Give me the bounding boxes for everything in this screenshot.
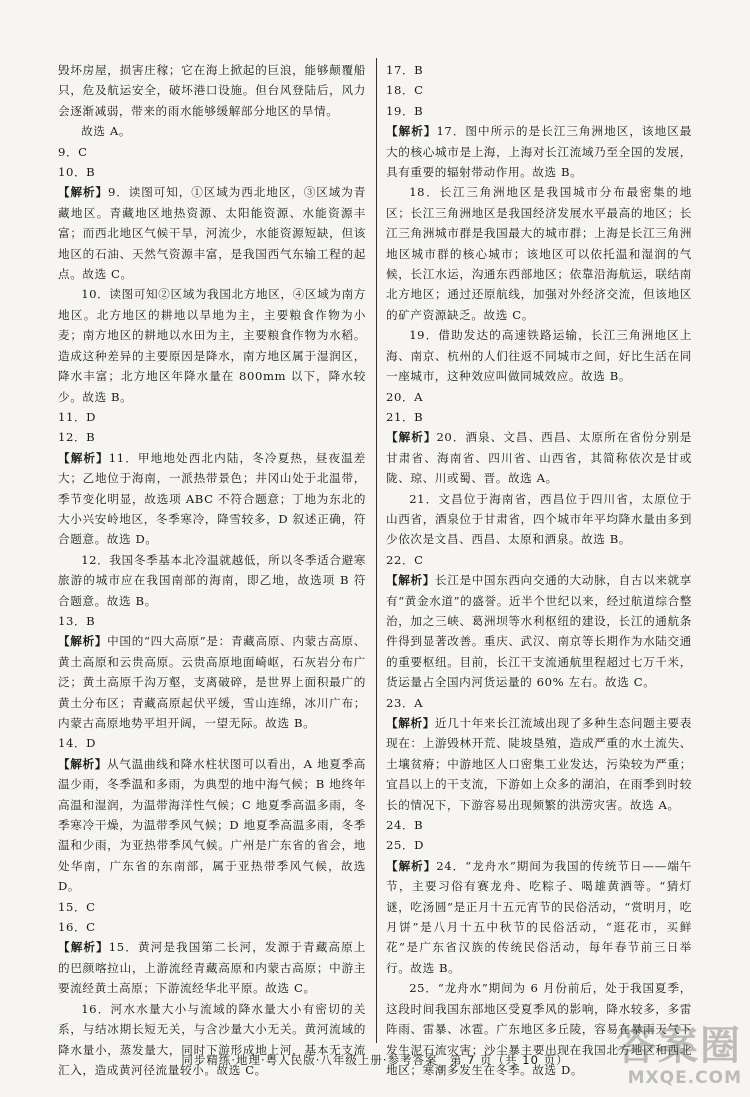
text-line [58,631,366,733]
text-line [386,407,692,427]
text-line [58,60,366,121]
answer-line [386,550,692,570]
analysis-block [58,448,366,550]
text-line [58,448,366,550]
text-content: 毁坏房屋，损害庄稼；它在海上掀起的巨浪，能够颠覆船只，危及航运安全，破坏港口设施。但台风登陆后，风力会逐渐减弱，带来的雨水能够缓解部分地区的旱情。 [58,63,366,118]
answer-line [386,407,692,427]
answer-line [58,897,366,917]
text-content: 21．B [386,409,424,424]
text-paragraph [386,182,692,325]
text-line [386,427,692,488]
text-line [386,325,692,386]
text-line [386,387,692,407]
text-line [386,570,692,692]
text-line [58,427,366,447]
text-paragraph [386,325,692,386]
answer-line [386,835,692,855]
text-content: 13．B [58,613,96,628]
text-paragraph [58,60,366,121]
answer-line [386,387,692,407]
text-content: 19．B [386,103,424,118]
text-paragraph [58,550,366,611]
analysis-block [58,754,366,897]
text-content: 14．D [58,736,97,751]
answer-line [58,917,366,937]
text-line [386,835,692,855]
text-content: 16．C [58,920,96,935]
answer-line [58,142,366,162]
analysis-block [58,182,366,284]
text-content: 25．D [386,838,425,853]
analysis-tag: 【解析】 [386,858,437,873]
text-line [386,101,692,121]
column-divider [376,58,377,1043]
analysis-block [386,121,692,182]
text-line [58,121,366,141]
analysis-block [386,427,692,488]
analysis-tag: 【解析】 [58,756,108,771]
text-content: 25．“龙舟水”期间为 6 月份前后，处于我国夏季，这段时间我国东部地区受夏季风的影响，降水较多，多雷阵雨、雷暴、冰雹。广东地区多丘陵，容易在暴雨天气下发生泥石流灾害；沙尘暴主要出现在我国北方地区和西北地区；寒潮多发生在冬季。故选 D。 [386,981,692,1077]
text-content: 中国的“四大高原”是：青藏高原、内蒙古高原、黄土高原和云贵高原。云贵高原地面崎岖，石灰岩分布广泛；黄土高原千沟万壑，支离破碎，是世界上面积最广的黄土分布区；青藏高原起伏平缓，雪山连绵，冰川广布；内蒙古高原地势平坦开阔，一望无际。故选 B。 [58,634,366,730]
text-content: 20．A [386,389,424,404]
text-line [386,60,692,80]
analysis-block [386,570,692,692]
watermark-logo [602,1024,742,1092]
answer-line [386,60,692,80]
text-line [386,182,692,325]
text-content: 故选 A。 [81,124,132,139]
page-footer: 同步精练·地理·粤人民版·八年级上册·参考答案 第 7 页（共 10 页） [181,1053,569,1067]
text-line [58,182,366,284]
text-content: 10．B [58,165,96,180]
text-content: 16．河水水量大小与流域的降水量大小有密切的关系，与结冰期长短无关，与含沙量大小无关。黄河流域的降水量小，蒸发量大，同时下游形成地上河，基本无支流汇入，造成黄河径流量较小。故选 C。 [58,1001,366,1077]
analysis-tag: 【解析】 [58,185,109,200]
answer-line [386,101,692,121]
analysis-tag: 【解析】 [386,124,437,139]
text-line [58,284,366,406]
text-paragraph [58,121,366,141]
text-line [386,489,692,550]
text-line [386,856,692,978]
text-content: 17．图中所示的是长江三角洲地区，该地区最大的核心城市是上海，上海对长江流域乃至全国的发展，具有重要的辐射带动作用。故选 B。 [386,124,693,180]
analysis-block [58,937,366,998]
text-content: 23．A [386,695,424,710]
analysis-tag: 【解析】 [386,716,435,730]
answer-line [386,80,692,100]
text-paragraph [58,999,366,1081]
text-content: 长江是中国东西向交通的大动脉，自古以来就享有“黄金水道”的盛誉。近半个世纪以来，经过航道综合整治，加之三峡、葛洲坝等水利枢纽的建设，长江的通航条件得到显著改善。重庆、武汉、南京等长期作为水陆交通的重要枢纽。目前，长江干支流通航里程超过七万千米，货运量占全国内河货运量的 60% 左右。故选 C。 [386,573,692,690]
text-line [58,999,366,1081]
text-line [58,611,366,631]
text-content: 从气温曲线和降水柱状图可以看出，A 地夏季高温少雨，冬季温和多雨，为典型的地中海气候；B 地终年高温和湿润，为温带海洋性气候；C 地夏季高温多雨，冬季寒冷干燥，为温带季风气候；D 地夏季高温多雨，冬季温和少雨，为亚热带季风气候。广州是广东省的省会，地处华南，广东省的东南部，属于亚热带季风气候，故选 D。 [58,756,366,894]
text-line [58,162,366,182]
text-content: 22．C [386,552,424,567]
text-line [58,142,366,162]
answer-line [386,815,692,835]
text-line [386,693,692,713]
text-paragraph [58,284,366,406]
text-line [58,917,366,937]
text-content: 近几十年来长江流域出现了多种生态问题主要表现在：上游毁林开荒、陡坡垦殖，造成严重的水土流失、土壤贫瘠；中游地区人口密集工业发达，污染较为严重；宜昌以上的干支流，下游如上众多的湖泊，在雨季到时较长的情况下，下游容易出现频繁的洪涝灾害。故选 A。 [386,716,692,812]
analysis-tag: 【解析】 [386,430,437,445]
answer-line [58,407,366,427]
analysis-tag: 【解析】 [386,573,435,588]
text-content: 17．B [386,63,424,77]
left-column [58,60,367,1077]
analysis-block [386,856,692,978]
text-line [386,121,692,182]
watermark-cn-text: 答案圈 [616,1023,742,1069]
text-content: 11．甲地地处西北内陆，冬冷夏热，昼夜温差大；乙地位于海南，一派热带景色；井冈山处于北温带，季节变化明显，故选项 ABC 不符合题意；丁地为东北的大小兴安岭地区，冬季寒冷，降雪较多，D 叙述正确，符合题意。故选 D。 [58,450,366,547]
text-content: 15．C [58,899,96,914]
text-content: 21．文昌位于海南省，西昌位于四川省，太原位于山西省，酒泉位于甘肃省，四个城市年平均降水量由多到少依次是文昌、西昌、太原和酒泉。故选 B。 [386,491,692,547]
text-content: 11．D [58,409,97,424]
answer-line [58,427,366,447]
text-content: 19．借助发达的高速铁路运输，长江三角洲地区上海、南京、杭州的人们往返不同城市之间，好比生活在同一座城市，这种效应叫做同城效应。故选 B。 [386,328,692,384]
text-content: 18．长江三角洲地区是我国城市分布最密集的地区；长江三角洲地区是我国经济发展水平最高的地区；长江三角洲城市群是我国最大的城市群；上海是长江三角洲地区城市群的核心城市；该地区可以依托温和湿润的气候，长江水运，沟通东西部地区；依靠沿海航运，联结南北方地区；通过还原航线，加强对外经济交流，但该地区的矿产资源缺乏。故选 C。 [386,185,692,322]
text-content: 24．“龙舟水”期间为我国的传统节日——端午节，主要习俗有赛龙舟、吃粽子、喝雄黄酒等。“猜灯谜，吃汤圆”是正月十五元宵节的民俗活动，“赏明月，吃月饼”是八月十五中秋节的民俗活动，“逛花市，买鲜花”是广东省汉族的传统民俗活动，每年春节前三日举行。故选 B。 [386,858,692,975]
text-line [386,80,692,100]
text-paragraph [386,489,692,550]
text-line [386,815,692,835]
text-content: 18．C [386,83,424,98]
analysis-tag: 【解析】 [58,940,109,955]
text-line [58,937,366,998]
answer-line [58,733,366,753]
analysis-block [58,631,366,733]
text-line [58,897,366,917]
analysis-tag: 【解析】 [58,450,109,465]
text-line [58,550,366,611]
analysis-block [386,713,692,815]
text-content: 10．读图可知②区域为我国北方地区，④区域为南方地区。北方地区的耕地以旱地为主，主要粮食作物为小麦；南方地区的耕地以水田为主，主要粮食作物为水稻。造成这种差异的主要原因是降水，南方地区属于湿润区，降水丰富；北方地区年降水量在 800mm 以下，降水较少。故选 B。 [58,287,366,404]
text-content: 9．读图可知，①区域为西北地区，③区域为青藏地区。青藏地区地热资源、太阳能资源、水能资源丰富；而西北地区气候干旱，河流少，水能资源短缺，但该地区的石油、天然气资源丰富，是我国西气东输工程的起点。故选 C。 [58,185,367,282]
watermark-en-text: MXQE.COM [627,1068,742,1088]
analysis-tag: 【解析】 [58,634,108,649]
text-content: 15．黄河是我国第二长河，发源于青藏高原上的巴颜喀拉山，上游流经青藏高原和内蒙古高原；中游主要流经黄土高原；下游流经华北平原。故选 C。 [58,940,366,996]
text-content: 12．B [58,430,96,445]
answer-line [58,611,366,631]
text-line [58,407,366,427]
answer-line [58,162,366,182]
text-line [386,550,692,570]
text-content: 20．酒泉、文昌、西昌、太原所在省份分别是甘肃省、海南省、四川省、山西省，其简称依次是甘或陇、琼、川或蜀、晋。故选 A。 [386,430,693,486]
text-content: 24．B [386,818,424,833]
text-line [58,733,366,753]
text-line [58,754,366,897]
answer-line [386,693,692,713]
text-line [386,713,692,815]
text-content: 12．我国冬季基本北冷温就越低，所以冬季适合避寒旅游的城市应在我国南部的海南，即乙地，故选项 B 符合题意。故选 B。 [58,552,366,608]
text-content: 9．C [58,144,88,159]
